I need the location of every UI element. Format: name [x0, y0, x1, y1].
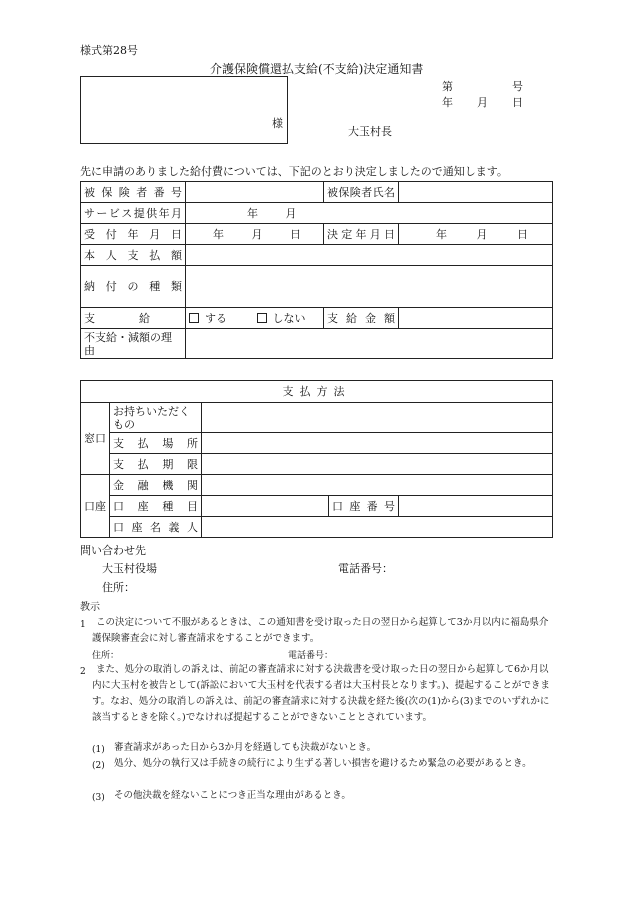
received-year-unit: 年	[213, 227, 224, 241]
payment-method-table	[80, 380, 553, 538]
checkbox-no[interactable]	[257, 313, 267, 323]
decision-date-value[interactable]	[399, 224, 553, 245]
date-year: 年	[442, 96, 453, 109]
sub-2-number: (2)	[92, 761, 105, 771]
received-month-unit: 月	[251, 227, 263, 241]
note-1-number: 1	[80, 620, 86, 630]
option-no-label: しない	[272, 311, 306, 325]
date-month: 月	[477, 96, 488, 109]
self-paid-label: 本人支払額	[81, 245, 186, 266]
document-title: 介護保険償還払支給(不支給)決定通知書	[210, 62, 424, 76]
account-name-label: 口座名義人	[110, 517, 202, 538]
issuer: 大玉村長	[348, 125, 392, 138]
account-group-label: 口座	[81, 475, 110, 538]
sub-1-text: 審査請求があった日から3か月を経過しても決裁がないとき。	[114, 742, 377, 753]
payment-deadline-value[interactable]	[202, 454, 553, 475]
contact-label: 問い合わせ先	[80, 544, 146, 557]
account-number-value[interactable]	[399, 496, 553, 517]
insured-number-label: 被保険者番号	[81, 182, 186, 203]
account-type-label: 口座種目	[110, 496, 202, 517]
carry-items-value[interactable]	[202, 403, 553, 433]
payment-place-label: 支払場所	[110, 433, 202, 454]
carry-items-label: お持ちいただくもの	[110, 403, 202, 433]
amount-label: 支給金額	[324, 308, 399, 329]
decision-day-unit: 日	[517, 227, 528, 241]
sub-3-number: (3)	[92, 793, 105, 803]
account-number-label: 口座番号	[329, 496, 399, 517]
insured-name-value[interactable]	[399, 182, 553, 203]
account-name-value[interactable]	[202, 517, 553, 538]
checkbox-yes[interactable]	[189, 313, 199, 323]
decision-month-unit: 月	[476, 227, 488, 241]
addressee-suffix: 様	[272, 117, 283, 130]
insured-number-boxes[interactable]	[186, 182, 324, 203]
number-dai: 第	[442, 80, 453, 93]
bank-label: 金融機関	[110, 475, 202, 496]
self-paid-value[interactable]	[186, 245, 553, 266]
service-month-value[interactable]	[186, 203, 553, 224]
payment-deadline-label: 支払期限	[110, 454, 202, 475]
received-date-label: 受付年月日	[81, 224, 186, 245]
contact-phone: 電話番号：	[338, 562, 393, 575]
notes-heading: 教示	[80, 602, 100, 613]
contact-address: 住所：	[102, 581, 135, 594]
decision-year-unit: 年	[436, 227, 447, 241]
addressee-box	[80, 76, 288, 144]
payment-options	[186, 308, 324, 329]
note-2-number: 2	[80, 667, 86, 677]
decision-table	[80, 181, 553, 359]
service-month-unit: 月	[285, 206, 297, 220]
note-2-text: また、処分の取消しの訴えは、前記の審査請求に対する決裁書を受け取った日の翌日から起算して6か月以内に大玉村を被告として(訴訟において大玉村を代表する者は大玉村長となります。)、提起することができます。なお、処分の取消しの訴えは、前記の審査請求に対する決裁を経た後(次の(1)から(3)までのいずれかに該当するときを除く。)でなければ提起することができないこととされています。	[92, 664, 550, 723]
payment-place-value[interactable]	[202, 433, 553, 454]
payment-method-heading: 支払方法	[81, 381, 553, 403]
received-day-unit: 日	[290, 227, 301, 241]
account-type-value[interactable]	[202, 496, 329, 517]
sub-3-text: その他決裁を経ないことにつき正当な理由があるとき。	[114, 790, 351, 801]
reason-value[interactable]	[186, 329, 553, 359]
decision-date-label: 決定年月日	[324, 224, 399, 245]
contact-office: 大玉村役場	[102, 562, 157, 575]
service-year-unit: 年	[247, 206, 258, 220]
sub-1-number: (1)	[92, 745, 105, 755]
payment-label: 支 給	[81, 308, 186, 329]
intro-text: 先に申請のありました給付費については、下記のとおり決定しましたので通知します。	[80, 165, 508, 178]
window-group-label: 窓口	[81, 403, 110, 475]
bank-value[interactable]	[202, 475, 553, 496]
date-day: 日	[512, 96, 523, 109]
received-date-value[interactable]	[186, 224, 324, 245]
note-1-address: 住所：	[92, 651, 120, 661]
sub-2-text: 処分、処分の執行又は手続きの続行により生ずる著しい損害を避けるため緊急の必要があるとき。	[114, 758, 532, 769]
payment-type-label: 納付の種類	[81, 266, 186, 308]
amount-value[interactable]	[399, 308, 553, 329]
option-yes-label: する	[205, 311, 227, 325]
reason-label: 不支給・減額の理由	[81, 329, 186, 359]
note-1-text: この決定について不服があるときは、この通知書を受け取った日の翌日から起算して3か月以内に福島県介護保険審査会に対し審査請求をすることができます。	[92, 617, 549, 644]
payment-type-value[interactable]	[186, 266, 553, 308]
insured-name-label: 被保険者氏名	[324, 182, 399, 203]
note-1-phone: 電話番号：	[288, 651, 334, 661]
service-month-label: サービス提供年月	[81, 203, 186, 224]
number-go: 号	[512, 80, 523, 93]
form-number: 様式第28号	[80, 44, 138, 57]
